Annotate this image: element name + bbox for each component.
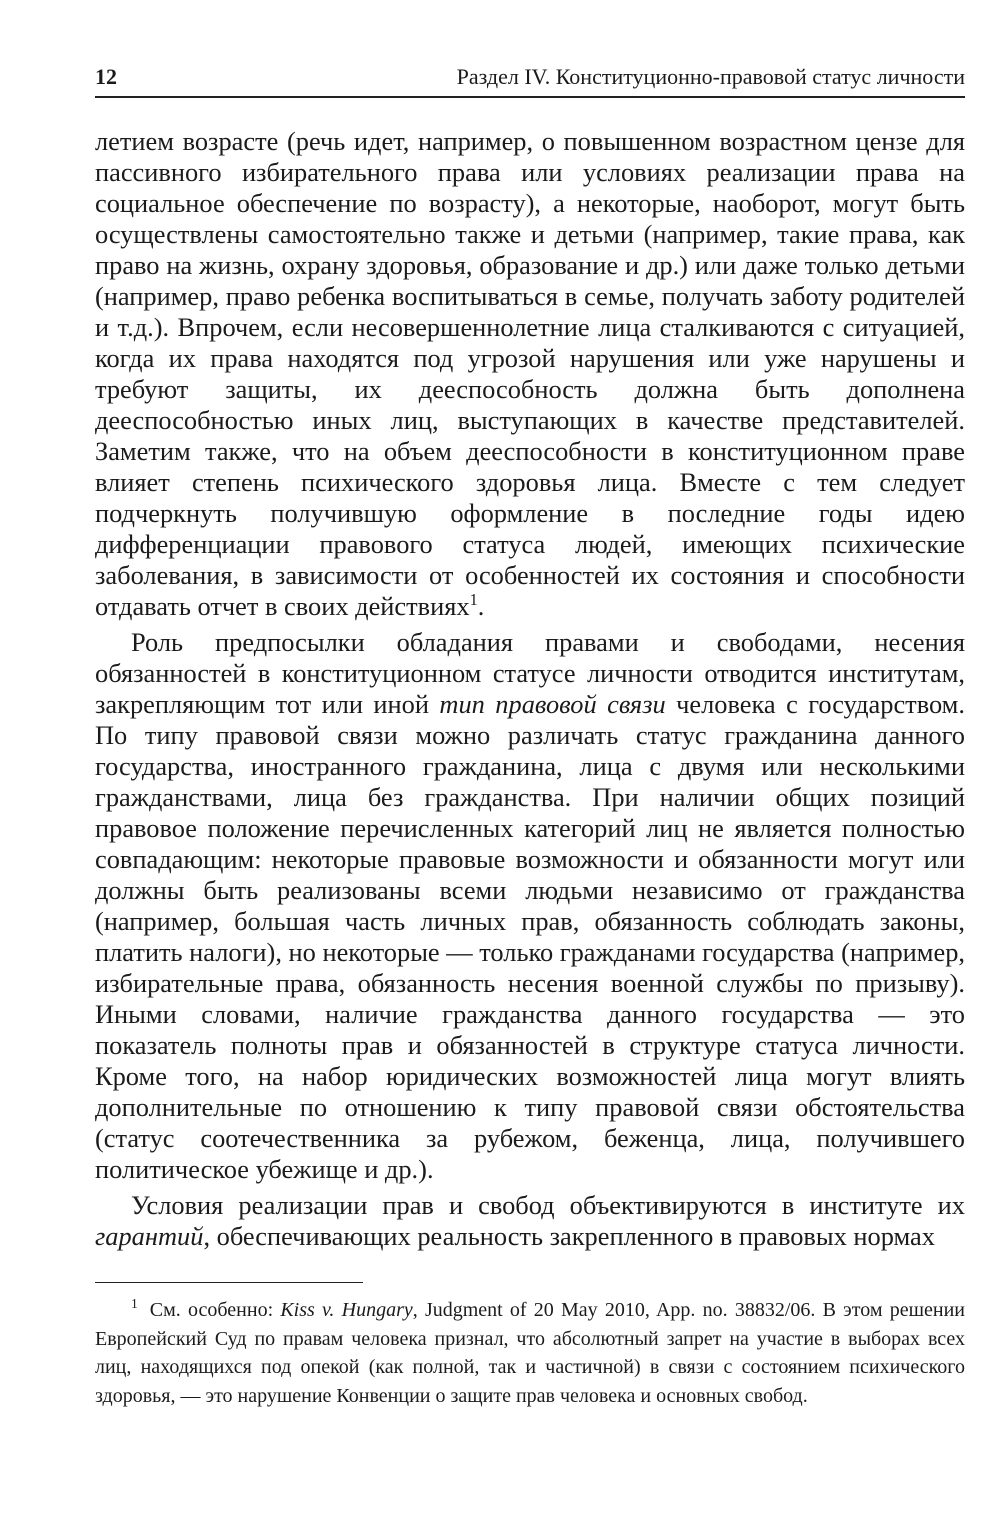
- paragraph-3-emphasis: гарантий: [95, 1221, 204, 1251]
- paragraph-3-text-start: Условия реализации прав и свобод объективируются в институте их: [131, 1190, 965, 1220]
- paragraph-3-text-end: , обеспечивающих реальность закрепленного в правовых нормах: [203, 1221, 935, 1251]
- footnote-text: , Judgment of 20 May 2010, App. no. 38832/06. В этом решении Европейский Суд по правам человека признал, что абсолютный запрет на участие в выборах всех лиц, находящихся под опекой (как полной, так и частичной) в связи с состоянием психического здоровья, — это нарушение Конвенции о защите прав человека и основных свобод.: [95, 1299, 965, 1407]
- footnote: [95, 1296, 965, 1410]
- footnote-lead: См. особенно:: [149, 1299, 281, 1321]
- footnote-case-name: Kiss v. Hungary: [280, 1299, 413, 1321]
- page-header: [95, 60, 965, 98]
- running-head: Раздел IV. Конституционно-правовой статус личности: [456, 64, 965, 89]
- paragraph-2-text-start: Роль предпосылки обладания правами и свободами, несения обязанностей в конституционном статусе личности отводится институтам, закрепляющим тот или иной: [95, 627, 965, 719]
- paragraph-3: [95, 1190, 965, 1252]
- book-page: [95, 0, 965, 1536]
- paragraph-1-text: летием возрасте (речь идет, например, о повышенном возрастном цензе для пассивного избирательного права или условиях реализации права на социальное обеспечение по возрасту), а некоторые, наоборот, могут быть осуществлены самостоятельно также и детьми (например, такие права, как право на жизнь, охрану здоровья, образование и др.) или даже только детьми (например, право ребенка воспитываться в семье, получать заботу родителей и т.д.). Впрочем, если несовершеннолетние лица сталкиваются с ситуацией, когда их права находятся под угрозой нарушения или уже нарушены и требуют защиты, их дееспособность должна быть дополнена дееспособностью иных лиц, выступающих в качестве представителей. Заметим также, что на объем дееспособности в конституционном праве влияет степень психического здоровья лица. Вместе с тем следует подчеркнуть получившую оформление в последние годы идею дифференциации правового статуса людей, имеющих психические заболевания, в зависимости от особенностей их состояния и способности отдавать отчет в своих действиях: [95, 126, 965, 621]
- footnote-divider: [95, 1282, 363, 1283]
- paragraph-2-emphasis: тип правовой связи: [439, 689, 666, 719]
- footnote-marker: 1: [131, 1296, 138, 1312]
- footnote-reference[interactable]: 1: [469, 590, 478, 610]
- page-number: 12: [95, 64, 117, 89]
- paragraph-2: [95, 627, 965, 1185]
- paragraph-2-text-end: человека с государством. По типу правовой связи можно различать статус гражданина данного государства, иностранного гражданина, лица с двумя или несколькими гражданствами, лица без гражданства. При наличии общих позиций правовое положение перечисленных категорий лиц не является полностью совпадающим: некоторые правовые возможности и обязанности могут или должны быть реализованы всеми людьми независимо от гражданства (например, большая часть личных прав, обязанность соблюдать законы, платить налоги), но некоторые — только гражданами государства (например, избирательные права, обязанность несения военной службы по призыву). Иными словами, наличие гражданства данного государства — это показатель полноты прав и обязанностей в структуре статуса личности. Кроме того, на набор юридических возможностей лица могут влиять дополнительные по отношению к типу правовой связи обстоятельства (статус соотечественника за рубежом, беженца, лица, получившего политическое убежище и др.).: [95, 689, 965, 1184]
- paragraph-1-end: .: [477, 591, 485, 621]
- body-text: [95, 126, 965, 1252]
- paragraph-1: [95, 126, 965, 622]
